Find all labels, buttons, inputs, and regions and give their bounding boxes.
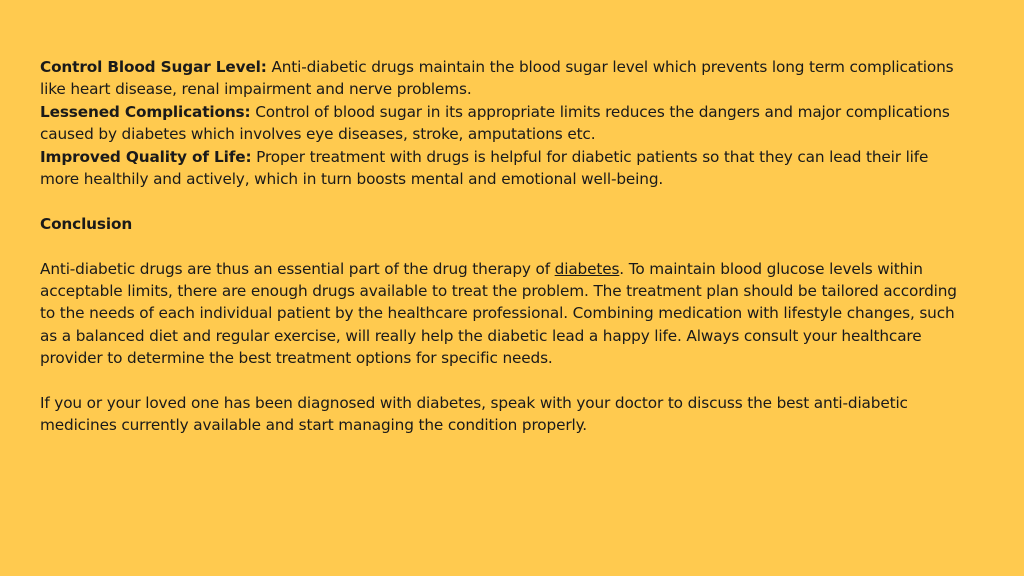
benefit-complications [40,101,970,146]
conclusion-text-start: Anti-diabetic drugs are thus an essential part of the drug therapy of [40,259,555,278]
benefit-term: Control Blood Sugar Level: [40,58,267,76]
benefit-text: Anti-diabetic drugs maintain the blood sugar level which prevents long term complications like heart disease, renal impairment and nerve problems. [40,58,954,99]
diabetes-link[interactable]: diabetes [554,259,620,278]
benefit-quality-of-life [40,146,970,191]
benefit-term: Improved Quality of Life: [40,147,252,166]
spacer [40,235,970,257]
conclusion-paragraph [40,258,970,370]
closing-paragraph: If you or your loved one has been diagnosed with diabetes, speak with your doctor to discuss the best anti-diabetic medicines currently available and start managing the condition properly. [40,394,908,435]
benefit-blood-sugar [40,56,970,101]
spacer [40,190,970,212]
benefit-text: Proper treatment with drugs is helpful for diabetic patients so that they can lead their life more healthily and actively, which in turn boosts mental and emotional well-being. [40,147,929,189]
benefit-term: Lessened Complications: [40,102,251,121]
slide-content [40,56,970,437]
spacer [40,370,970,392]
benefit-text: Control of blood sugar in its appropriate limits reduces the dangers and major complications caused by diabetes which involves eye diseases, stroke, amputations etc. [40,102,950,144]
conclusion-text-end: . To maintain blood glucose levels within acceptable limits, there are enough drugs available to treat the problem. The treatment plan should be tailored according to the needs of each individual patient by the healthcare professional. Combining medication with lifestyle changes, such as a balanced diet and regular exercise, will really help the diabetic lead a happy life. Always consult your healthcare provider to determine the best treatment options for specific needs. [40,259,957,368]
conclusion-heading: Conclusion [40,214,133,233]
